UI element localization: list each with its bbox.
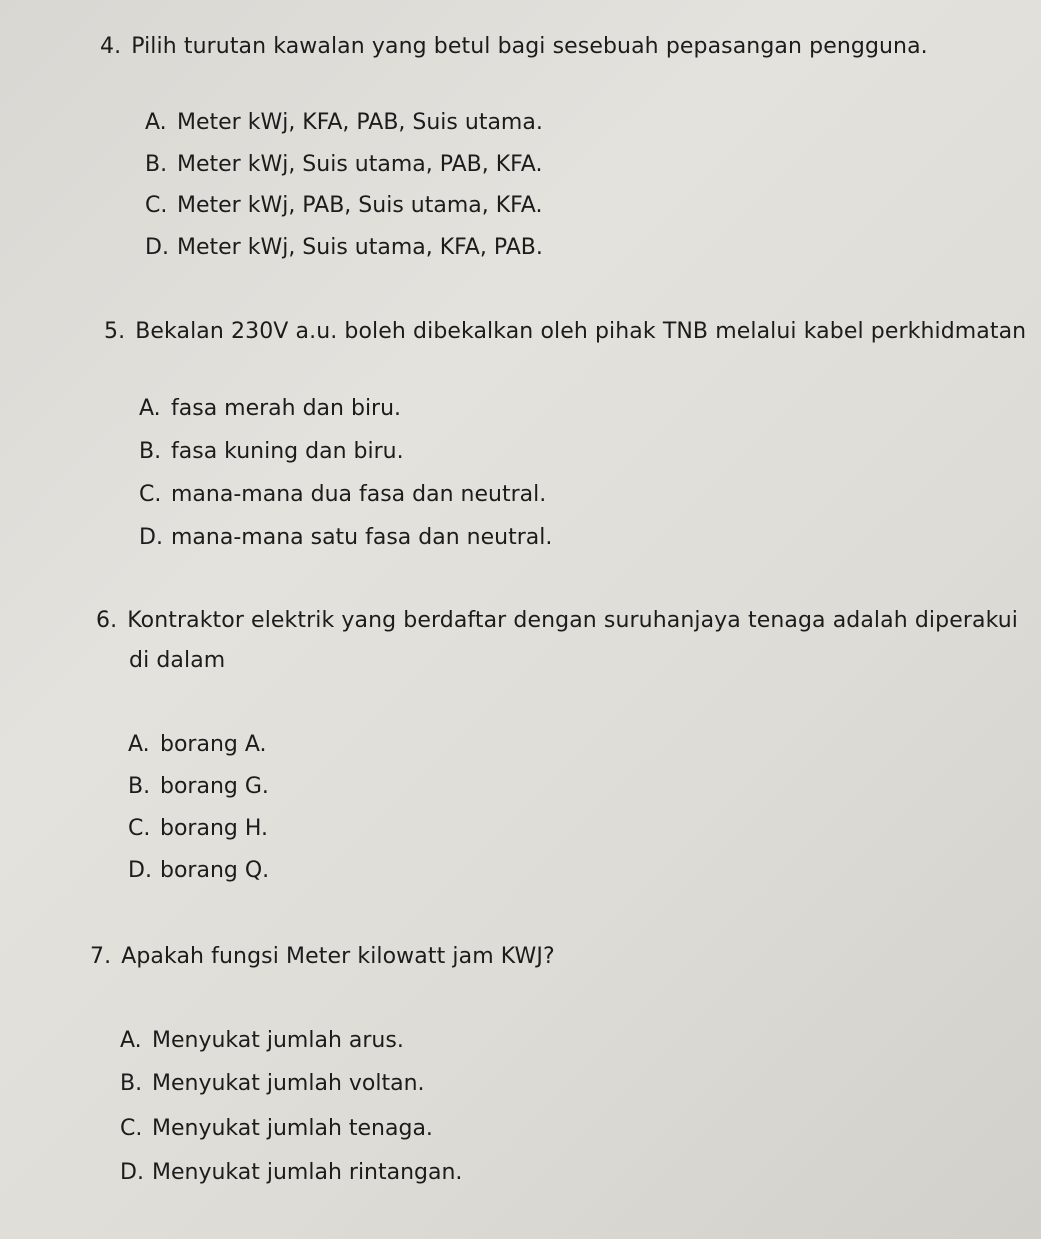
option-text: Meter kWj, Suis utama, PAB, KFA. xyxy=(177,152,543,177)
question-4-stem xyxy=(100,32,928,62)
question-7-option-b[interactable] xyxy=(120,1069,425,1099)
question-7-option-c[interactable] xyxy=(120,1114,433,1144)
question-6-option-c[interactable] xyxy=(128,814,268,844)
question-6-text-line2: di dalam xyxy=(129,648,226,673)
option-letter: C. xyxy=(128,816,151,841)
option-letter: D. xyxy=(120,1160,144,1185)
option-text: fasa merah dan biru. xyxy=(171,396,402,421)
question-5-text: Bekalan 230V a.u. boleh dibekalkan oleh pihak TNB melalui kabel perkhidmatan xyxy=(135,319,1027,344)
question-4-option-d[interactable] xyxy=(145,233,543,263)
question-4-text: Pilih turutan kawalan yang betul bagi sesebuah pepasangan pengguna. xyxy=(131,34,928,59)
question-6-stem xyxy=(96,606,1041,676)
option-letter: A. xyxy=(145,110,167,135)
option-text: borang Q. xyxy=(160,858,270,883)
option-letter: A. xyxy=(120,1028,142,1053)
option-text: Menyukat jumlah rintangan. xyxy=(152,1160,463,1185)
option-text: Meter kWj, Suis utama, KFA, PAB. xyxy=(177,235,543,260)
option-letter: D. xyxy=(145,235,169,260)
question-6-option-a[interactable] xyxy=(128,730,267,760)
option-text: borang G. xyxy=(160,774,269,799)
option-letter: B. xyxy=(120,1071,143,1096)
question-5-stem xyxy=(104,317,1026,347)
question-6-number: 6. xyxy=(96,608,118,633)
question-6-option-b[interactable] xyxy=(128,772,269,802)
question-4-option-c[interactable] xyxy=(145,191,542,221)
question-5-option-a[interactable] xyxy=(139,394,401,424)
option-letter: B. xyxy=(128,774,151,799)
question-5-number: 5. xyxy=(104,319,126,344)
question-4-option-b[interactable] xyxy=(145,150,542,180)
option-letter: B. xyxy=(145,152,168,177)
option-letter: C. xyxy=(120,1116,143,1141)
option-text: Meter kWj, KFA, PAB, Suis utama. xyxy=(177,110,543,135)
question-4-number: 4. xyxy=(100,34,122,59)
question-6-text: Kontraktor elektrik yang berdaftar dengan suruhanjaya tenaga adalah diperakui xyxy=(127,608,1018,633)
question-5-option-c[interactable] xyxy=(139,480,546,510)
question-6-option-d[interactable] xyxy=(128,856,269,886)
option-letter: C. xyxy=(145,193,168,218)
option-letter: B. xyxy=(139,439,162,464)
question-4-option-a[interactable] xyxy=(145,108,543,138)
option-text: borang H. xyxy=(160,816,269,841)
option-text: Meter kWj, PAB, Suis utama, KFA. xyxy=(177,193,543,218)
option-letter: A. xyxy=(139,396,161,421)
option-text: Menyukat jumlah arus. xyxy=(152,1028,404,1053)
option-letter: A. xyxy=(128,732,150,757)
option-text: mana-mana dua fasa dan neutral. xyxy=(171,482,547,507)
option-letter: C. xyxy=(139,482,162,507)
question-7-text: Apakah fungsi Meter kilowatt jam KWJ? xyxy=(121,944,555,969)
question-5-option-d[interactable] xyxy=(139,523,552,553)
option-letter: D. xyxy=(128,858,152,883)
question-7-stem xyxy=(90,942,555,972)
option-letter: D. xyxy=(139,525,163,550)
question-7-number: 7. xyxy=(90,944,112,969)
option-text: borang A. xyxy=(160,732,267,757)
question-7-option-d[interactable] xyxy=(120,1158,462,1188)
question-5-option-b[interactable] xyxy=(139,437,404,467)
question-7-option-a[interactable] xyxy=(120,1026,404,1056)
option-text: fasa kuning dan biru. xyxy=(171,439,404,464)
option-text: Menyukat jumlah tenaga. xyxy=(152,1116,433,1141)
option-text: Menyukat jumlah voltan. xyxy=(152,1071,425,1096)
option-text: mana-mana satu fasa dan neutral. xyxy=(171,525,553,550)
